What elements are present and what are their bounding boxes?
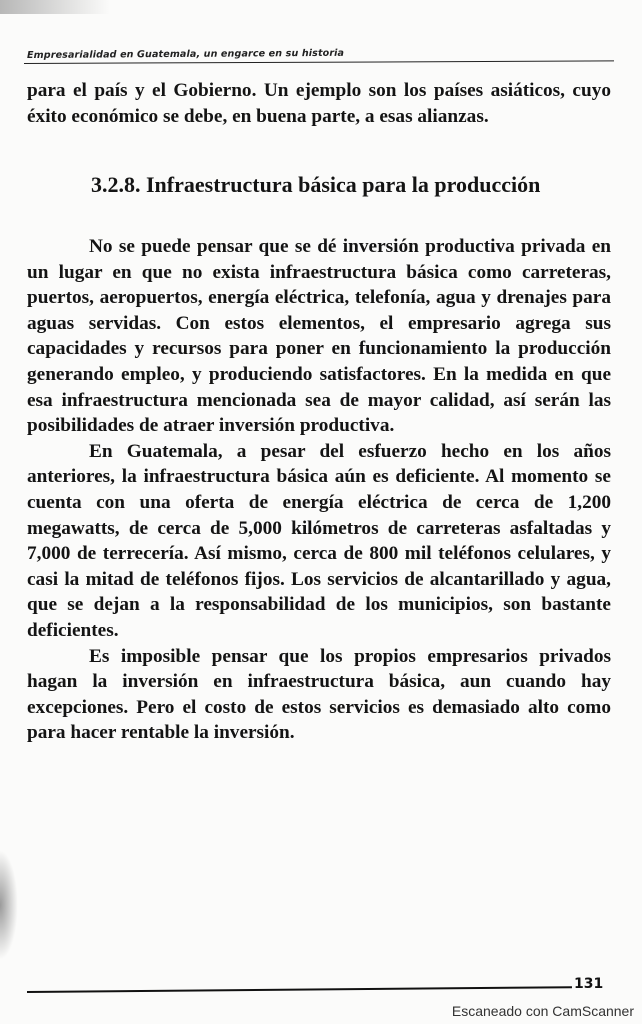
intro-paragraph: para el país y el Gobierno. Un ejemplo son los países asiáticos, cuyo éxito económico se debe, en buena parte, a esas alianzas.	[27, 80, 611, 127]
paragraph: En Guatemala, a pesar del esfuerzo hecho en los años anteriores, la infraestructura básica aún es deficiente. Al momento se cuenta con una oferta de energía eléctrica de cerca de 1,200 megawatts, de cerca de 5,000 kilómetros de carreteras asfaltadas y 7,000 de terrecería. Así mismo, cerca de 800 mil teléfonos celulares, y casi la mitad de teléfonos fijos. Los servicios de alcantarillado y agua, que se dejan a la responsabilidad de los municipios, son bastante deficientes.	[27, 440, 611, 641]
section-body	[27, 234, 611, 746]
paragraph: No se puede pensar que se dé inversión productiva privada en un lugar en que no exista infraestructura básica como carreteras, puertos, aeropuertos, energía eléctrica, telefonía, agua y drenajes para aguas servidas. Con estos elementos, el empresario agrega sus capacidades y recursos para poner en funcionamiento la producción generando empleo, y produciendo satisfactores. En la medida en que esa infraestructura mencionada sea de mayor calidad, así serán las posibilidades de atraer inversión productiva.	[27, 236, 611, 437]
intro-paragraph-block	[27, 78, 611, 129]
page-number: 131	[574, 976, 604, 992]
footer-rule	[27, 986, 572, 993]
scan-edge-shadow	[0, 850, 18, 960]
paragraph: Es imposible pensar que los propios empresarios privados hagan la inversión en infraestructura básica, aun cuando hay excepciones. Pero el costo de estos servicios es demasiado alto como para hacer rentable la inversión.	[27, 645, 611, 744]
section-heading: 3.2.8. Infraestructura básica para la producción	[91, 172, 541, 197]
scan-edge-shadow	[0, 0, 110, 14]
header-rule	[24, 60, 614, 64]
scanner-watermark: Escaneado con CamScanner	[451, 1003, 634, 1019]
running-header: Empresarialidad en Guatemala, un engarce en su historia	[26, 47, 345, 61]
